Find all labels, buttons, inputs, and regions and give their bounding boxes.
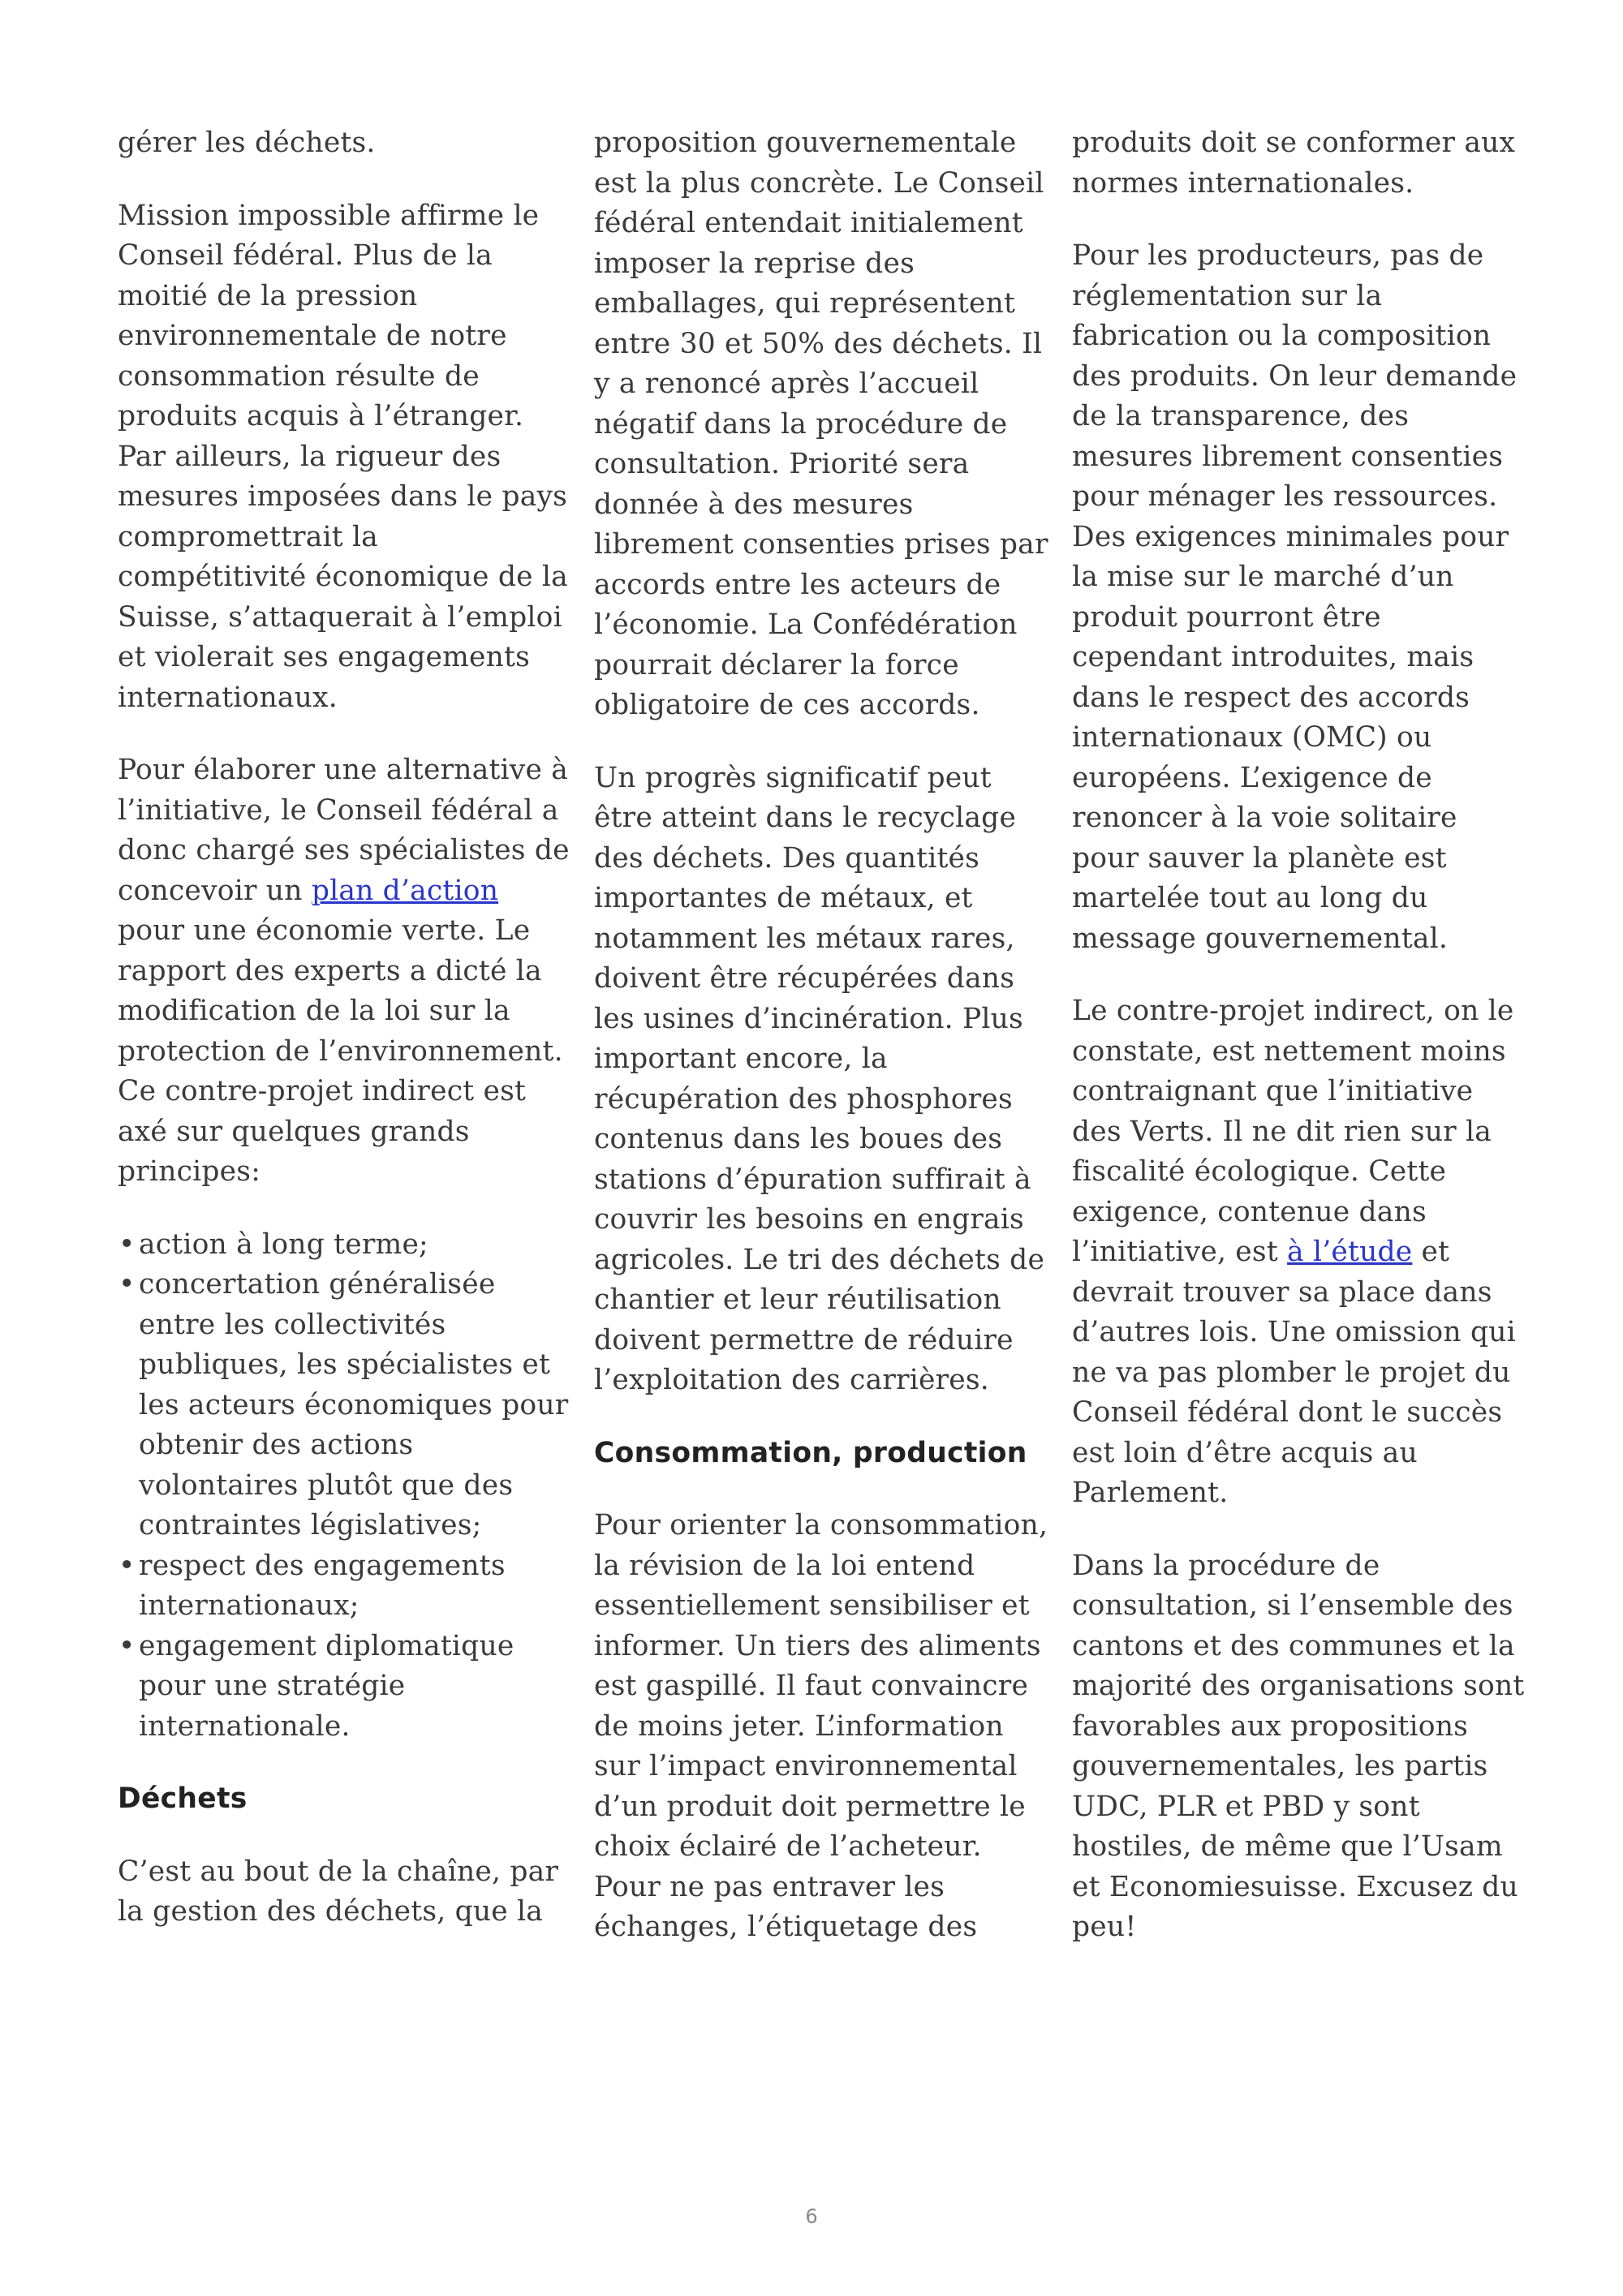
list-item-text: action à long terme; <box>139 1228 428 1261</box>
paragraph: C’est au bout de la chaîne, par la gestion des déchets, que la <box>118 1855 559 1928</box>
paragraph: Pour les producteurs, pas de réglementation sur la fabrication ou la composition des produits. On leur demande de la transparence, des mesures librement consenties pour ménager les ressources. Des exigences minimales pour la mise sur le marché d’un produit pourront être cependant introduites, mais dans le respect des accords internationaux (OMC) ou européens. L’exigence de renoncer à la voie solitaire pour sauver la planète est martelée tout au long du message gouvernemental. <box>1072 239 1518 955</box>
principles-list <box>118 1225 572 1748</box>
paragraph-text: et devrait trouver sa place dans d’autres lois. Une omission qui ne va pas plomber le projet du Conseil fédéral dont le succès est loin d’être acquis au Parlement. <box>1072 1236 1516 1509</box>
section-heading-consommation: Consommation, production <box>594 1436 1027 1469</box>
paragraph: Dans la procédure de consultation, si l’ensemble des cantons et des communes et la majorité des organisations sont favorables aux propositions gouvernementales, les partis UDC, PLR et PBD y sont hostiles, de même que l’Usam et Economiesuisse. Excusez du peu! <box>1072 1549 1525 1943</box>
list-item-text: concertation généralisée entre les collectivités publiques, les spécialistes et les acteurs économiques pour obtenir des actions volontaires plutôt que des contraintes législatives; <box>139 1268 569 1541</box>
paragraph: Un progrès significatif peut être atteint dans le recyclage des déchets. Des quantités importantes de métaux, et notamment les métaux rares, doivent être récupérées dans les usines d’incinération. Plus important encore, la récupération des phosphores contenus dans les boues des stations d’épuration suffirait à couvrir les besoins en engrais agricoles. Le tri des déchets de chantier et leur réutilisation doivent permettre de réduire l’exploitation des carrières. <box>594 761 1045 1396</box>
paragraph: produits doit se conformer aux normes internationales. <box>1072 127 1516 200</box>
paragraph: Mission impossible affirme le Conseil fédéral. Plus de la moitié de la pression environnementale de notre consommation résulte de produits acquis à l’étranger. Par ailleurs, la rigueur des mesures imposées dans le pays compromettrait la compétitivité économique de la Suisse, s’attaquerait à l’emploi et violerait ses engagements internationaux. <box>118 199 568 714</box>
paragraph: Pour orienter la consommation, la révision de la loi entend essentiellement sensibiliser et informer. Un tiers des aliments est gaspillé. Il faut convaincre de moins jeter. L’information sur l’impact environnemental d’un produit doit permettre le choix éclairé de l’acheteur. Pour ne pas entraver les échanges, l’étiquetage des <box>594 1509 1048 1943</box>
list-item <box>118 1265 572 1546</box>
paragraph: proposition gouvernementale est la plus concrète. Le Conseil fédéral entendait initialement imposer la reprise des emballages, qui représentent entre 30 et 50% des déchets. Il y a renoncé après l’accueil négatif dans la procédure de consultation. Priorité sera donnée à des mesures librement consenties prises par accords entre les acteurs de l’économie. La Confédération pourrait déclarer la force obligatoire de ces accords. <box>594 127 1048 721</box>
paragraph-text: Le contre-projet indirect, on le constate, est nettement moins contraignant que l’initiative des Verts. Il ne dit rien sur la fiscalité écologique. Cette exigence, contenue dans l’initiative, est <box>1072 995 1514 1268</box>
paragraph-text: pour une économie verte. Le rapport des experts a dicté la modification de la loi sur la protection de l’environnement. Ce contre-projet indirect est axé sur quelques grands principes: <box>118 914 563 1188</box>
paragraph <box>1072 991 1526 1514</box>
bullet-marker: • <box>118 1228 136 1261</box>
list-item-text: respect des engagements internationaux; <box>139 1549 506 1622</box>
column-1 <box>118 123 572 1965</box>
paragraph-text: Pour élaborer une alternative à l’initiative, le Conseil fédéral a donc chargé ses spécialistes de concevoir un <box>118 754 570 907</box>
list-item <box>118 1225 572 1266</box>
page-number: 6 <box>805 2205 818 2228</box>
column-2 <box>594 123 1048 1980</box>
paragraph <box>118 750 572 1193</box>
plan-action-link[interactable]: plan d’action <box>311 874 499 907</box>
paragraph: gérer les déchets. <box>118 127 376 159</box>
list-item <box>118 1546 572 1627</box>
a-l-etude-link[interactable]: à l’étude <box>1287 1236 1413 1268</box>
bullet-marker: • <box>118 1268 136 1301</box>
column-3 <box>1072 123 1526 1980</box>
bullet-marker: • <box>118 1629 136 1662</box>
bullet-marker: • <box>118 1549 136 1582</box>
list-item-text: engagement diplomatique pour une stratégie internationale. <box>139 1629 514 1743</box>
list-item <box>118 1627 572 1748</box>
section-heading-dechets: Déchets <box>118 1782 248 1815</box>
